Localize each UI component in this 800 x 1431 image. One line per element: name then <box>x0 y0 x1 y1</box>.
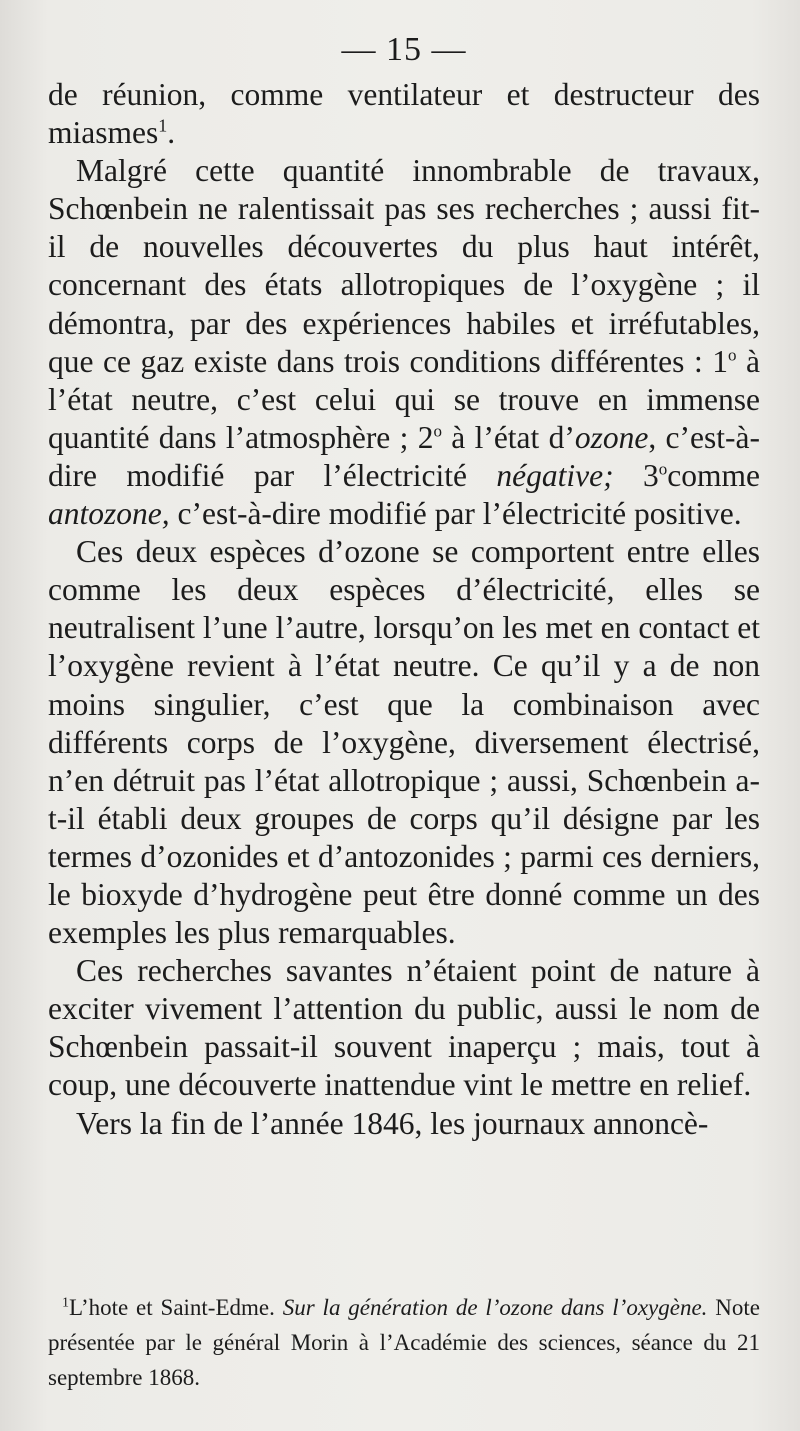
ordinal-mark: o <box>433 421 442 441</box>
footnote-mark: 1 <box>62 1295 69 1311</box>
footnote-rest: Note présentée par le général Morin à l’Académie des sciences, séance du 21 septembre 1868. <box>48 1295 760 1390</box>
paragraph-allotropic-oxygen <box>48 152 760 533</box>
main-text <box>48 76 760 1143</box>
page-number: — 15 — <box>341 31 467 68</box>
footnote-title: Sur la génération de l’ozone dans l’oxygène. <box>282 1295 708 1320</box>
paragraph-text: à l’état d’ <box>441 419 575 455</box>
footnote-authors: L’hote et Saint-Edme. <box>69 1295 283 1320</box>
paragraph-ozone-species: Ces deux espèces d’ozone se comportent entre elles comme les deux espèces d’électricité, elles se neutralisent l’une l’autre, lorsqu’on les met en contact et l’oxygène revient à l’état neutre. Ce qu’il y a de non moins singulier, c’est que la combinaison avec différents corps de l’oxygène, diversement électrisé, n’en détruit pas l’état allotropique ; aussi, Schœnbein a-t-il établi deux groupes de corps qu’il désigne par les termes d’ozonides et d’antozonides ; parmi ces derniers, le bioxyde d’hydrogène peut être donné comme un des exemples les plus remarquables. <box>48 534 760 951</box>
paragraph-research-notice: Ces recherches savantes n’étaient point de nature à exciter vivement l’attention du public, aussi le nom de Schœnbein passait-il souvent inaperçu ; mais, tout à coup, une découverte inattendue vint le mettre en relief. <box>48 953 760 1103</box>
footnote <box>48 1290 760 1395</box>
paragraph-text: . <box>167 115 176 151</box>
ordinal-mark: o <box>658 459 668 479</box>
italic-term: ozone <box>574 419 649 455</box>
italic-term: négative; <box>496 457 614 493</box>
paragraph-1846: Vers la fin de l’année 1846, les journaux annoncè- <box>76 1105 709 1141</box>
paragraph-text: comme <box>667 457 760 493</box>
ordinal-mark: o <box>727 345 737 365</box>
paragraph-text: 3 <box>613 457 659 493</box>
paragraph-text: de réunion, comme ventilateur et destructeur des miasmes <box>48 77 760 151</box>
paragraph-continuation <box>48 76 760 152</box>
paragraph-text: à l’état neutre, c’est celui qui se trouve en immense quantité dans l’atmosphère ; 2 <box>48 343 760 455</box>
paragraph-text: Malgré cette quantité innombrable de travaux, Schœnbein ne ralentissait pas ses recherches ; aussi fit-il de nouvelles découvertes du plus haut intérêt, concernant des états allotropiques de l’oxygène ; il démontra, par des expériences habiles et irréfutables, que ce gaz existe dans trois conditions différentes : 1 <box>48 153 760 379</box>
italic-term: antozone, <box>48 496 170 532</box>
paragraph-text: , c’est-à-dire modifié par l’électricité <box>48 419 760 493</box>
footnote-text <box>48 1290 760 1395</box>
footnote-reference[interactable]: 1 <box>158 115 168 136</box>
paragraph-text: c’est-à-dire modifié par l’électricité positive. <box>169 496 742 532</box>
